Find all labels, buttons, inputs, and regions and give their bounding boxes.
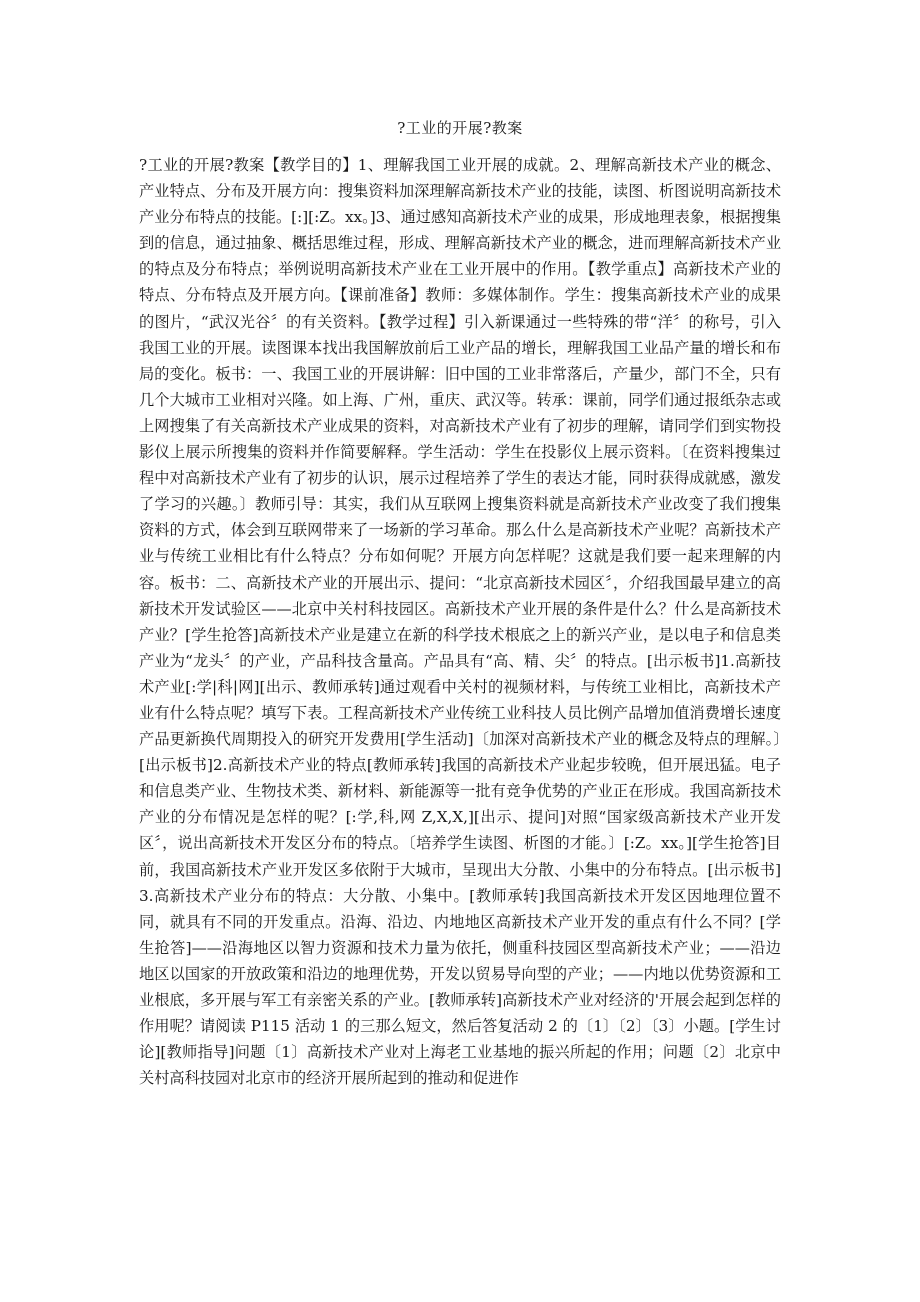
document-body-paragraph: ?工业的开展?教案【教学目的】1、理解我国工业开展的成就。2、理解高新技术产业的概念、产业特点、分布及开展方向：搜集资料加深理解高新技术产业的技能，读图、析图说明高新技术产业分布特点的技能。[:][:Z。xx。]3、通过感知高新技术产业的成果，形成地理表象，根据搜集到的信息，通过抽象、概括思维过程，形成、理解高新技术产业的概念，进而理解高新技术产业的特点及分布特点；举例说明高新技术产业在工业开展中的作用。【教学重点】高新技术产业的特点、分布特点及开展方向。【课前准备】教师：多媒体制作。学生：搜集高新技术产业的成果的图片，“武汉光谷〞的有关资料。【教学过程】引入新课通过一些特殊的带“洋〞的称号，引入我国工业的开展。读图课本找出我国解放前后工业产品的增长，理解我国工业品产量的增长和布局的变化。板书：一、我国工业的开展讲解：旧中国的工业非常落后，产量少，部门不全，只有几个大城市工业相对兴隆。如上海、广州，重庆、武汉等。转承：课前，同学们通过报纸杂志或上网搜集了有关高新技术产业成果的资料，对高新技术产业有了初步的理解，请同学们到实物投影仪上展示所搜集的资料并作简要解释。学生活动：学生在投影仪上展示资料。〔在资料搜集过程中对高新技术产业有了初步的认识，展示过程培养了学生的表达才能，同时获得成就感，激发了学习的兴趣。〕教师引导：其实，我们从互联网上搜集资料就是高新技术产业改变了我们搜集资料的方式，体会到互联网带来了一场新的学习革命。那么什么是高新技术产业呢？高新技术产业与传统工业相比有什么特点？分布如何呢？开展方向怎样呢？这就是我们要一起来理解的内容。板书：二、高新技术产业的开展出示、提问：“北京高新技术园区〞，介绍我国最早建立的高新技术开发试验区——北京中关村科技园区。高新技术产业开展的条件是什么？什么是高新技术产业？[学生抢答]高新技术产业是建立在新的科学技术根底之上的新兴产业，是以电子和信息类产业为“龙头〞的产业，产品科技含量高。产品具有“高、精、尖〞的特点。[出示板书]1.高新技术产业[:学|科|网][出示、教师承转]通过观看中关村的视频材料，与传统工业相比，高新技术产业有什么特点呢？填写下表。工程高新技术产业传统工业科技人员比例产品增加值消费增长速度产品更新换代周期投入的研究开发费用[学生活动]〔加深对高新技术产业的概念及特点的理解。〕[出示板书]2.高新技术产业的特点[教师承转]我国的高新技术产业起步较晚，但开展迅猛。电子和信息类产业、生物技术类、新材料、新能源等一批有竞争优势的产业正在形成。我国高新技术产业的分布情况是怎样的呢？[:学,科,网 Z,X,X,][出示、提问]对照“国家级高新技术产业开发区〞，说出高新技术开发区分布的特点。〔培养学生读图、析图的才能。〕[:Z。xx。][学生抢答]目前，我国高新技术产业开发区多依附于大城市，呈现出大分散、小集中的分布特点。[出示板书]3.高新技术产业分布的特点：大分散、小集中。[教师承转]我国高新技术开发区因地理位置不同，就具有不同的开发重点。沿海、沿边、内地地区高新技术产业开发的重点有什么不同？[学生抢答]——沿海地区以智力资源和技术力量为依托，侧重科技园区型高新技术产业；——沿边地区以国家的开放政策和沿边的地理优势，开发以贸易导向型的产业；——内地以优势资源和工业根底，多开展与军工有亲密关系的产业。[教师承转]高新技术产业对经济的'开展会起到怎样的作用呢？请阅读 P115 活动 1 的三那么短文，然后答复活动 2 的〔1〕〔2〕〔3〕小题。[学生讨论][教师指导]问题〔1〕高新技术产业对上海老工业基地的振兴所起的作用；问题〔2〕北京中关村高科技园对北京市的经济开展所起到的推动和促进作: [139, 156, 781, 1088]
document-title: ?工业的开展?教案: [397, 119, 523, 137]
